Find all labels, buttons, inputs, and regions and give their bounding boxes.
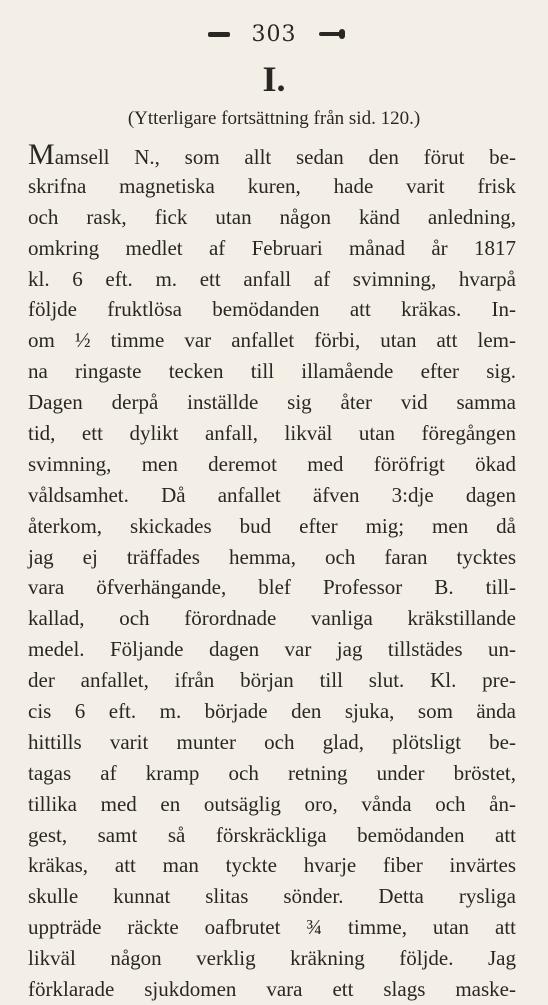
text-line [28, 665, 516, 696]
text-line-content: skulle kunnat slitas sönder. Detta rysliga [28, 884, 516, 909]
text-line [28, 542, 516, 573]
text-line-content: och rask, fick utan någon känd anledning, [28, 204, 516, 229]
text-line [28, 912, 516, 943]
text-line-content: Dagen derpå inställde sig åter vid samma [28, 390, 516, 415]
text-line-content: omkring medlet af Februari månad år 1817 [28, 235, 516, 260]
text-line-content: förklarade sjukdomen vara ett slags maske- [28, 977, 516, 1002]
text-line-content: hittills varit munter och glad, plötsligt be- [28, 729, 516, 754]
text-line-content: kallad, och förordnade vanliga kräkstillande [28, 606, 516, 631]
text-line-content: om ½ timme var anfallet förbi, utan att lem- [28, 328, 516, 353]
text-line [28, 850, 516, 881]
text-line [28, 387, 516, 418]
text-line-content: na ringaste tecken till illamående efter sig. [28, 359, 516, 384]
text-line-content: der anfallet, ifrån början till slut. Kl. pre- [28, 668, 516, 693]
text-line [28, 603, 516, 634]
text-line [28, 233, 516, 264]
text-line [28, 789, 516, 820]
text-line [28, 572, 516, 603]
text-line-content: jag ej träffades hemma, och faran tycktes [28, 544, 516, 569]
text-line-content: tid, ett dylikt anfall, likväl utan föregången [28, 421, 516, 446]
page-header [0, 14, 548, 54]
ornament-dash-left [208, 32, 230, 37]
text-line [28, 325, 516, 356]
text-line [28, 943, 516, 974]
text-line [28, 171, 516, 202]
text-line [28, 202, 516, 233]
text-line [28, 264, 516, 295]
page-number: 303 [251, 21, 297, 47]
text-line [28, 480, 516, 511]
text-line [28, 140, 516, 171]
text-line [28, 820, 516, 851]
drop-capital: M [28, 138, 55, 171]
text-line-content: tillika med en outsäglig oro, vånda och ån- [28, 791, 516, 816]
section-subtitle: (Ytterligare fortsättning från sid. 120.) [127, 108, 421, 129]
text-line-content: likväl någon verklig kräkning följde. Jag [28, 946, 516, 971]
text-line-content: svimning, men deremot med föröfrigt ökad [28, 451, 516, 476]
text-line [28, 511, 516, 542]
text-line-content: våldsamhet. Då anfallet äfven 3:dje dagen [28, 482, 516, 507]
text-line-content: gest, samt så förskräckliga bemödanden att [28, 822, 516, 847]
ornament-dash-right [319, 32, 341, 36]
text-line [28, 881, 516, 912]
text-line-content: tagas af kramp och retning under bröstet, [28, 760, 516, 785]
text-line-content: kräkas, att man tyckte hvarje fiber invärtes [28, 853, 516, 878]
body-text [28, 140, 516, 1005]
text-line-content: följde fruktlösa bemödanden att kräkas. In- [28, 297, 516, 322]
text-line [28, 634, 516, 665]
text-line [28, 294, 516, 325]
text-line [28, 449, 516, 480]
text-line [28, 727, 516, 758]
text-line [28, 418, 516, 449]
section-numeral: I. [262, 59, 286, 99]
text-line-content: skrifna magnetiska kuren, hade varit frisk [28, 173, 516, 198]
text-line-content: Mamsell N., som allt sedan den förut be- [28, 138, 516, 171]
text-line [28, 356, 516, 387]
text-line-content: uppträde räckte oafbrutet ¾ timme, utan att [28, 915, 516, 940]
text-line-content: vara öfverhängande, blef Professor B. till- [28, 575, 516, 600]
text-line-content: kl. 6 eft. m. ett anfall af svimning, hvarpå [28, 266, 516, 291]
text-line-content: cis 6 eft. m. började den sjuka, som ända [28, 699, 516, 724]
text-line-content: medel. Följande dagen var jag tillstädes un- [28, 637, 516, 662]
text-line [28, 758, 516, 789]
text-line [28, 696, 516, 727]
text-line [28, 974, 516, 1005]
text-line-content: återkom, skickades bud efter mig; men då [28, 513, 516, 538]
